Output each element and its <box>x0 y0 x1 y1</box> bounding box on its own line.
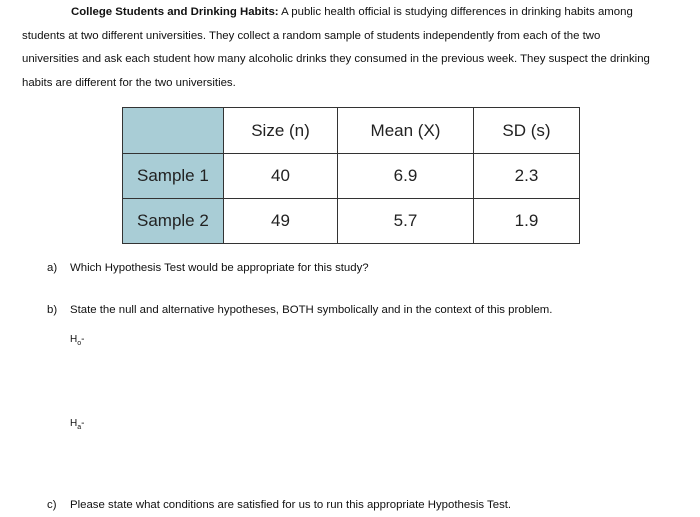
table-header-sd: SD (s) <box>474 108 580 154</box>
cell-size: 40 <box>224 154 338 199</box>
question-c-label: c) <box>47 499 57 511</box>
question-b-text: State the null and alternative hypotheses, BOTH symbolically and in the context of this problem. <box>70 304 553 316</box>
question-a-text: Which Hypothesis Test would be appropriate for this study? <box>70 262 369 274</box>
problem-intro <box>22 1 696 95</box>
cell-mean: 5.7 <box>338 199 474 244</box>
question-b <box>47 304 552 316</box>
cell-sd: 2.3 <box>474 154 580 199</box>
row-label-sample-2: Sample 2 <box>123 199 224 244</box>
alternative-hypothesis: $H_a-$ <box>70 418 85 431</box>
intro-line-3: universities and ask each student how many alcoholic drinks they consumed in the previous week. They suspect the drinking <box>22 53 650 65</box>
cell-size: 49 <box>224 199 338 244</box>
cell-mean: 6.9 <box>338 154 474 199</box>
intro-line-2: students at two different universities. They collect a random sample of students independently from each of the two <box>22 29 601 42</box>
question-a <box>47 262 369 274</box>
intro-line-1: A public health official is studying differences in drinking habits among <box>281 6 633 18</box>
row-label-sample-1: Sample 1 <box>123 154 224 199</box>
question-c <box>47 499 511 511</box>
intro-line-4: habits are different for the two universities. <box>22 76 236 89</box>
question-a-label: a) <box>47 262 58 274</box>
cell-sd: 1.9 <box>474 199 580 244</box>
sample-statistics-table <box>122 107 580 244</box>
null-hypothesis: $H_o-$ <box>70 334 85 347</box>
table-header-empty <box>123 108 224 154</box>
question-c-text: Please state what conditions are satisfied for us to run this appropriate Hypothesis Test. <box>70 499 512 511</box>
problem-title: College Students and Drinking Habits: <box>71 6 279 18</box>
table-header-row <box>123 108 580 154</box>
table-header-mean: Mean (X) <box>338 108 474 154</box>
question-b-label: b) <box>47 304 58 316</box>
table-row <box>123 199 580 244</box>
table-header-size: Size (n) <box>224 108 338 154</box>
table-row <box>123 154 580 199</box>
